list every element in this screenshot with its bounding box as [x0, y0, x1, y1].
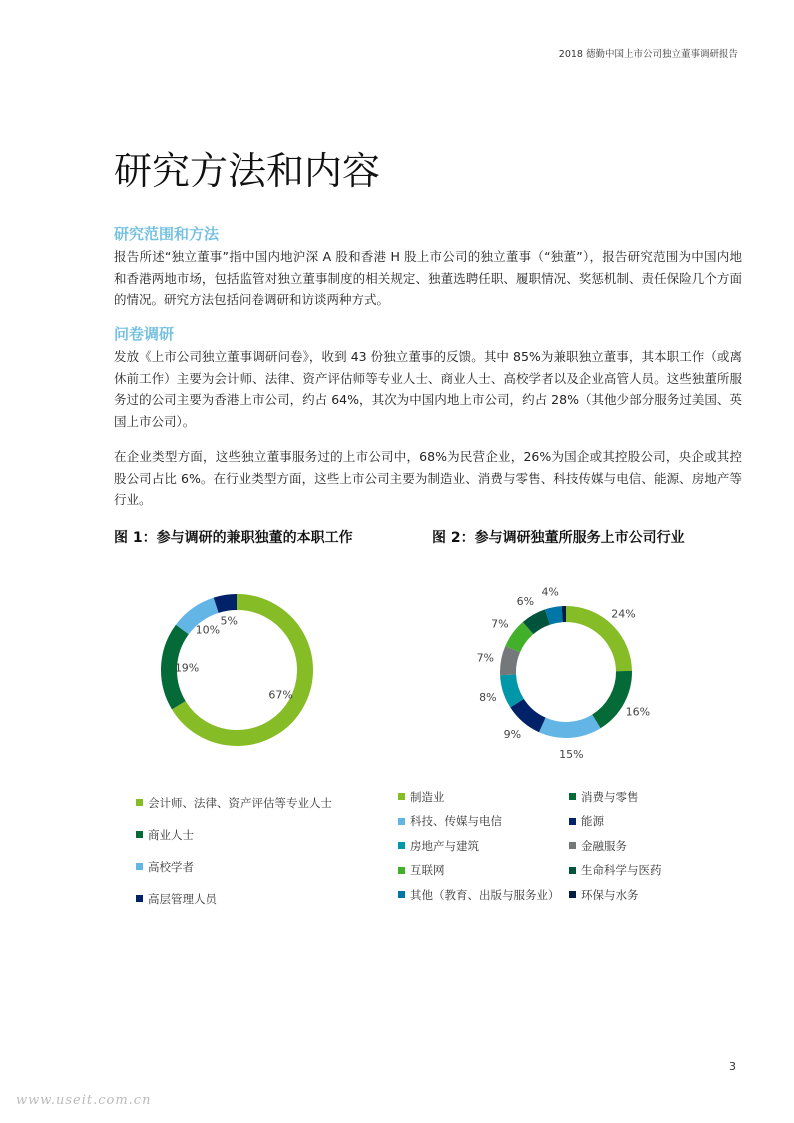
legend-swatch	[398, 842, 405, 849]
legend-label: 制造业	[410, 789, 445, 804]
slice-label: 7%	[476, 651, 495, 665]
legend-swatch	[136, 831, 143, 838]
legend-item	[398, 837, 569, 855]
legend-swatch	[569, 842, 576, 849]
legend-swatch	[398, 867, 405, 874]
watermark: www.useit.com.cn	[16, 1093, 152, 1108]
figure-1-title: 图 1：参与调研的兼职独董的本职工作	[114, 530, 353, 546]
legend-item	[398, 788, 569, 806]
section-scope-method	[114, 223, 742, 311]
slice-label: 19%	[174, 661, 200, 675]
donut-slice	[517, 703, 542, 725]
donut-slice	[528, 617, 547, 628]
donut-slice	[566, 614, 624, 671]
donut-slice	[508, 675, 517, 703]
slice-label: 67%	[268, 688, 293, 702]
donut-slice	[508, 649, 513, 675]
section-paragraph: 发放《上市公司独立董事调研问卷》，收到 43 份独立董事的反馈。其中 85%为兼职独立董事，其本职工作（或离休前工作）主要为会计师、法律、资产评估师等专业人士、商业人士、高校学者以及企业高管人员。这些独董所服务过的公司主要为香港上市公司，约占 64%，其次为中国内地上市公司，约占 28%（其他少部分服务过美国、英国上市公司）。	[114, 349, 742, 429]
legend-label: 会计师、法律、资产评估等专业人士	[148, 796, 332, 810]
report-header: 2018 德勤中国上市公司独立董事调研报告	[558, 49, 738, 60]
section-paragraph: 报告所述“独立董事”指中国内地沪深 A 股和香港 H 股上市公司的独立董事（“独董”），报告研究范围为中国内地和香港两地市场，包括监管对独立董事制度的相关规定、独董选聘任职、履职情况、奖惩机制、责任保险几个方面的情况。研究方法包括问卷调研和访谈两种方式。	[114, 249, 742, 307]
page-title: 研究方法和内容	[114, 149, 381, 193]
legend-label: 商业人士	[148, 828, 194, 842]
legend-label: 科技、传媒与电信	[410, 814, 502, 829]
legend-item	[569, 886, 698, 904]
legend-swatch	[136, 895, 143, 902]
section-paragraph: 在企业类型方面，这些独立董事服务过的上市公司中，68%为民营企业，26%为国企或其控股公司，央企或其控股公司占比 6%。在行业类型方面，这些上市公司主要为制造业、消费与零售、科技传媒与电信、能源、房地产等行业。	[114, 449, 742, 507]
legend-label: 其他（教育、出版与服务业）	[410, 887, 560, 902]
donut-slice	[513, 628, 528, 649]
donut-slice	[542, 721, 596, 730]
figure-1-donut-chart	[114, 560, 394, 780]
legend-label: 高校学者	[148, 860, 194, 874]
legend-label: 高层管理人员	[148, 892, 217, 906]
figure-1-legend	[136, 795, 396, 923]
slice-label: 10%	[195, 623, 221, 637]
legend-label: 生命科学与医药	[581, 863, 662, 878]
legend-swatch	[569, 818, 576, 825]
legend-swatch	[569, 793, 576, 800]
legend-label: 消费与零售	[581, 789, 639, 804]
legend-item	[569, 813, 698, 831]
slice-label: 9%	[503, 728, 522, 742]
legend-item	[569, 788, 698, 806]
legend-item	[569, 837, 698, 855]
slice-label: 24%	[611, 607, 636, 621]
slice-label: 5%	[220, 614, 238, 628]
slice-label: 4%	[541, 585, 559, 599]
legend-swatch	[569, 867, 576, 874]
legend-swatch	[398, 793, 405, 800]
figure-2-donut-chart	[430, 560, 700, 780]
legend-item	[398, 886, 569, 904]
legend-label: 互联网	[410, 863, 445, 878]
legend-swatch	[569, 891, 576, 898]
slice-label: 8%	[479, 690, 497, 704]
legend-swatch	[136, 863, 143, 870]
section-heading: 问卷调研	[114, 325, 175, 343]
donut-slice	[216, 602, 237, 605]
legend-label: 金融服务	[581, 838, 627, 853]
legend-item	[398, 813, 569, 831]
figure-2-legend	[398, 788, 698, 904]
legend-swatch	[136, 799, 143, 806]
legend-item	[136, 891, 396, 923]
legend-swatch	[398, 891, 405, 898]
legend-item	[136, 859, 396, 891]
legend-item	[136, 827, 396, 859]
legend-item	[569, 862, 698, 880]
section-survey	[114, 323, 742, 511]
legend-item	[398, 862, 569, 880]
page-number: 3	[729, 1060, 736, 1073]
figure-2-title: 图 2：参与调研独董所服务上市公司行业	[432, 530, 685, 546]
legend-label: 环保与水务	[581, 887, 639, 902]
section-heading: 研究范围和方法	[114, 225, 220, 243]
legend-label: 房地产与建筑	[410, 838, 479, 853]
donut-slice	[548, 614, 563, 617]
legend-item	[136, 795, 396, 827]
slice-label: 6%	[516, 594, 535, 608]
slice-label: 16%	[625, 705, 651, 719]
legend-label: 能源	[581, 814, 604, 829]
slice-label: 15%	[559, 747, 584, 761]
donut-slice	[596, 671, 624, 721]
slice-label: 7%	[491, 617, 509, 631]
legend-swatch	[398, 818, 405, 825]
